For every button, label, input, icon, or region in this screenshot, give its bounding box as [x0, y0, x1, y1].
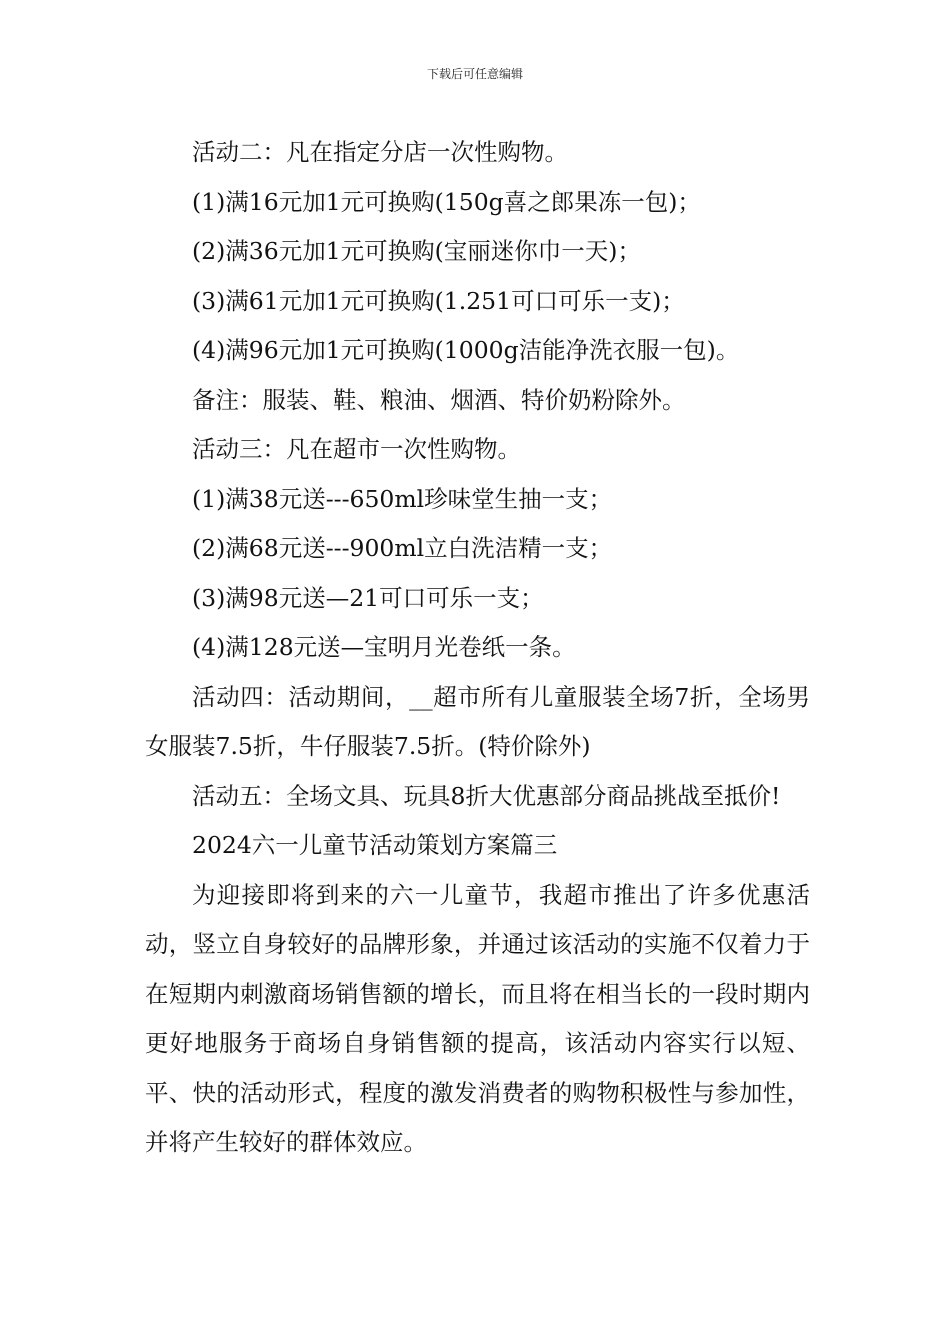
list-item: (4)满128元送—宝明月光卷纸一条。: [192, 633, 576, 661]
paragraph-activity-5: 活动五：全场文具、玩具8折大优惠部分商品挑战至抵价!: [192, 781, 781, 810]
page-header: 下载后可任意编辑: [426, 67, 523, 81]
document-body: [145, 128, 810, 1168]
section-title: 2024六一儿童节活动策划方案篇三: [192, 831, 558, 859]
paragraph-note: 备注：服装、鞋、粮油、烟酒、特价奶粉除外。: [192, 385, 686, 414]
list-item: (3)满98元送—21可口可乐一支；: [192, 583, 544, 612]
paragraph-intro: 为迎接即将到来的六一儿童节，我超市推出了许多优惠活动，竖立自身较好的品牌形象，并通过该活动的实施不仅着力于在短期内刺激商场销售额的增长，而且将在相当长的一段时期内更好地服务于商场自身销售额的提高，该活动内容实行以短、平、快的活动形式，程度的激发消费者的购物积极性与参加性，并将产生较好的群体效应。: [145, 880, 810, 1156]
list-item: (1)满38元送---650ml珍味堂生抽一支；: [192, 484, 613, 513]
list-item: (1)满16元加1元可换购(150g喜之郎果冻一包)；: [192, 187, 701, 216]
list-item: (4)满96元加1元可换购(1000g洁能净洗衣服一包)。: [192, 336, 740, 364]
paragraph-activity-3: 活动三：凡在超市一次性购物。: [192, 435, 521, 463]
list-item: (3)满61元加1元可换购(1.251可口可乐一支)；: [192, 286, 685, 315]
list-item: (2)满36元加1元可换购(宝丽迷你巾一天)；: [192, 237, 641, 265]
paragraph-activity-4: 活动四：活动期间，__超市所有儿童服装全场7折，全场男女服装7.5折，牛仔服装7.5折。(特价除外): [145, 682, 810, 760]
list-item: (2)满68元送---900ml立白洗洁精一支；: [192, 534, 613, 562]
paragraph-activity-2: 活动二：凡在指定分店一次性购物。: [192, 138, 568, 166]
